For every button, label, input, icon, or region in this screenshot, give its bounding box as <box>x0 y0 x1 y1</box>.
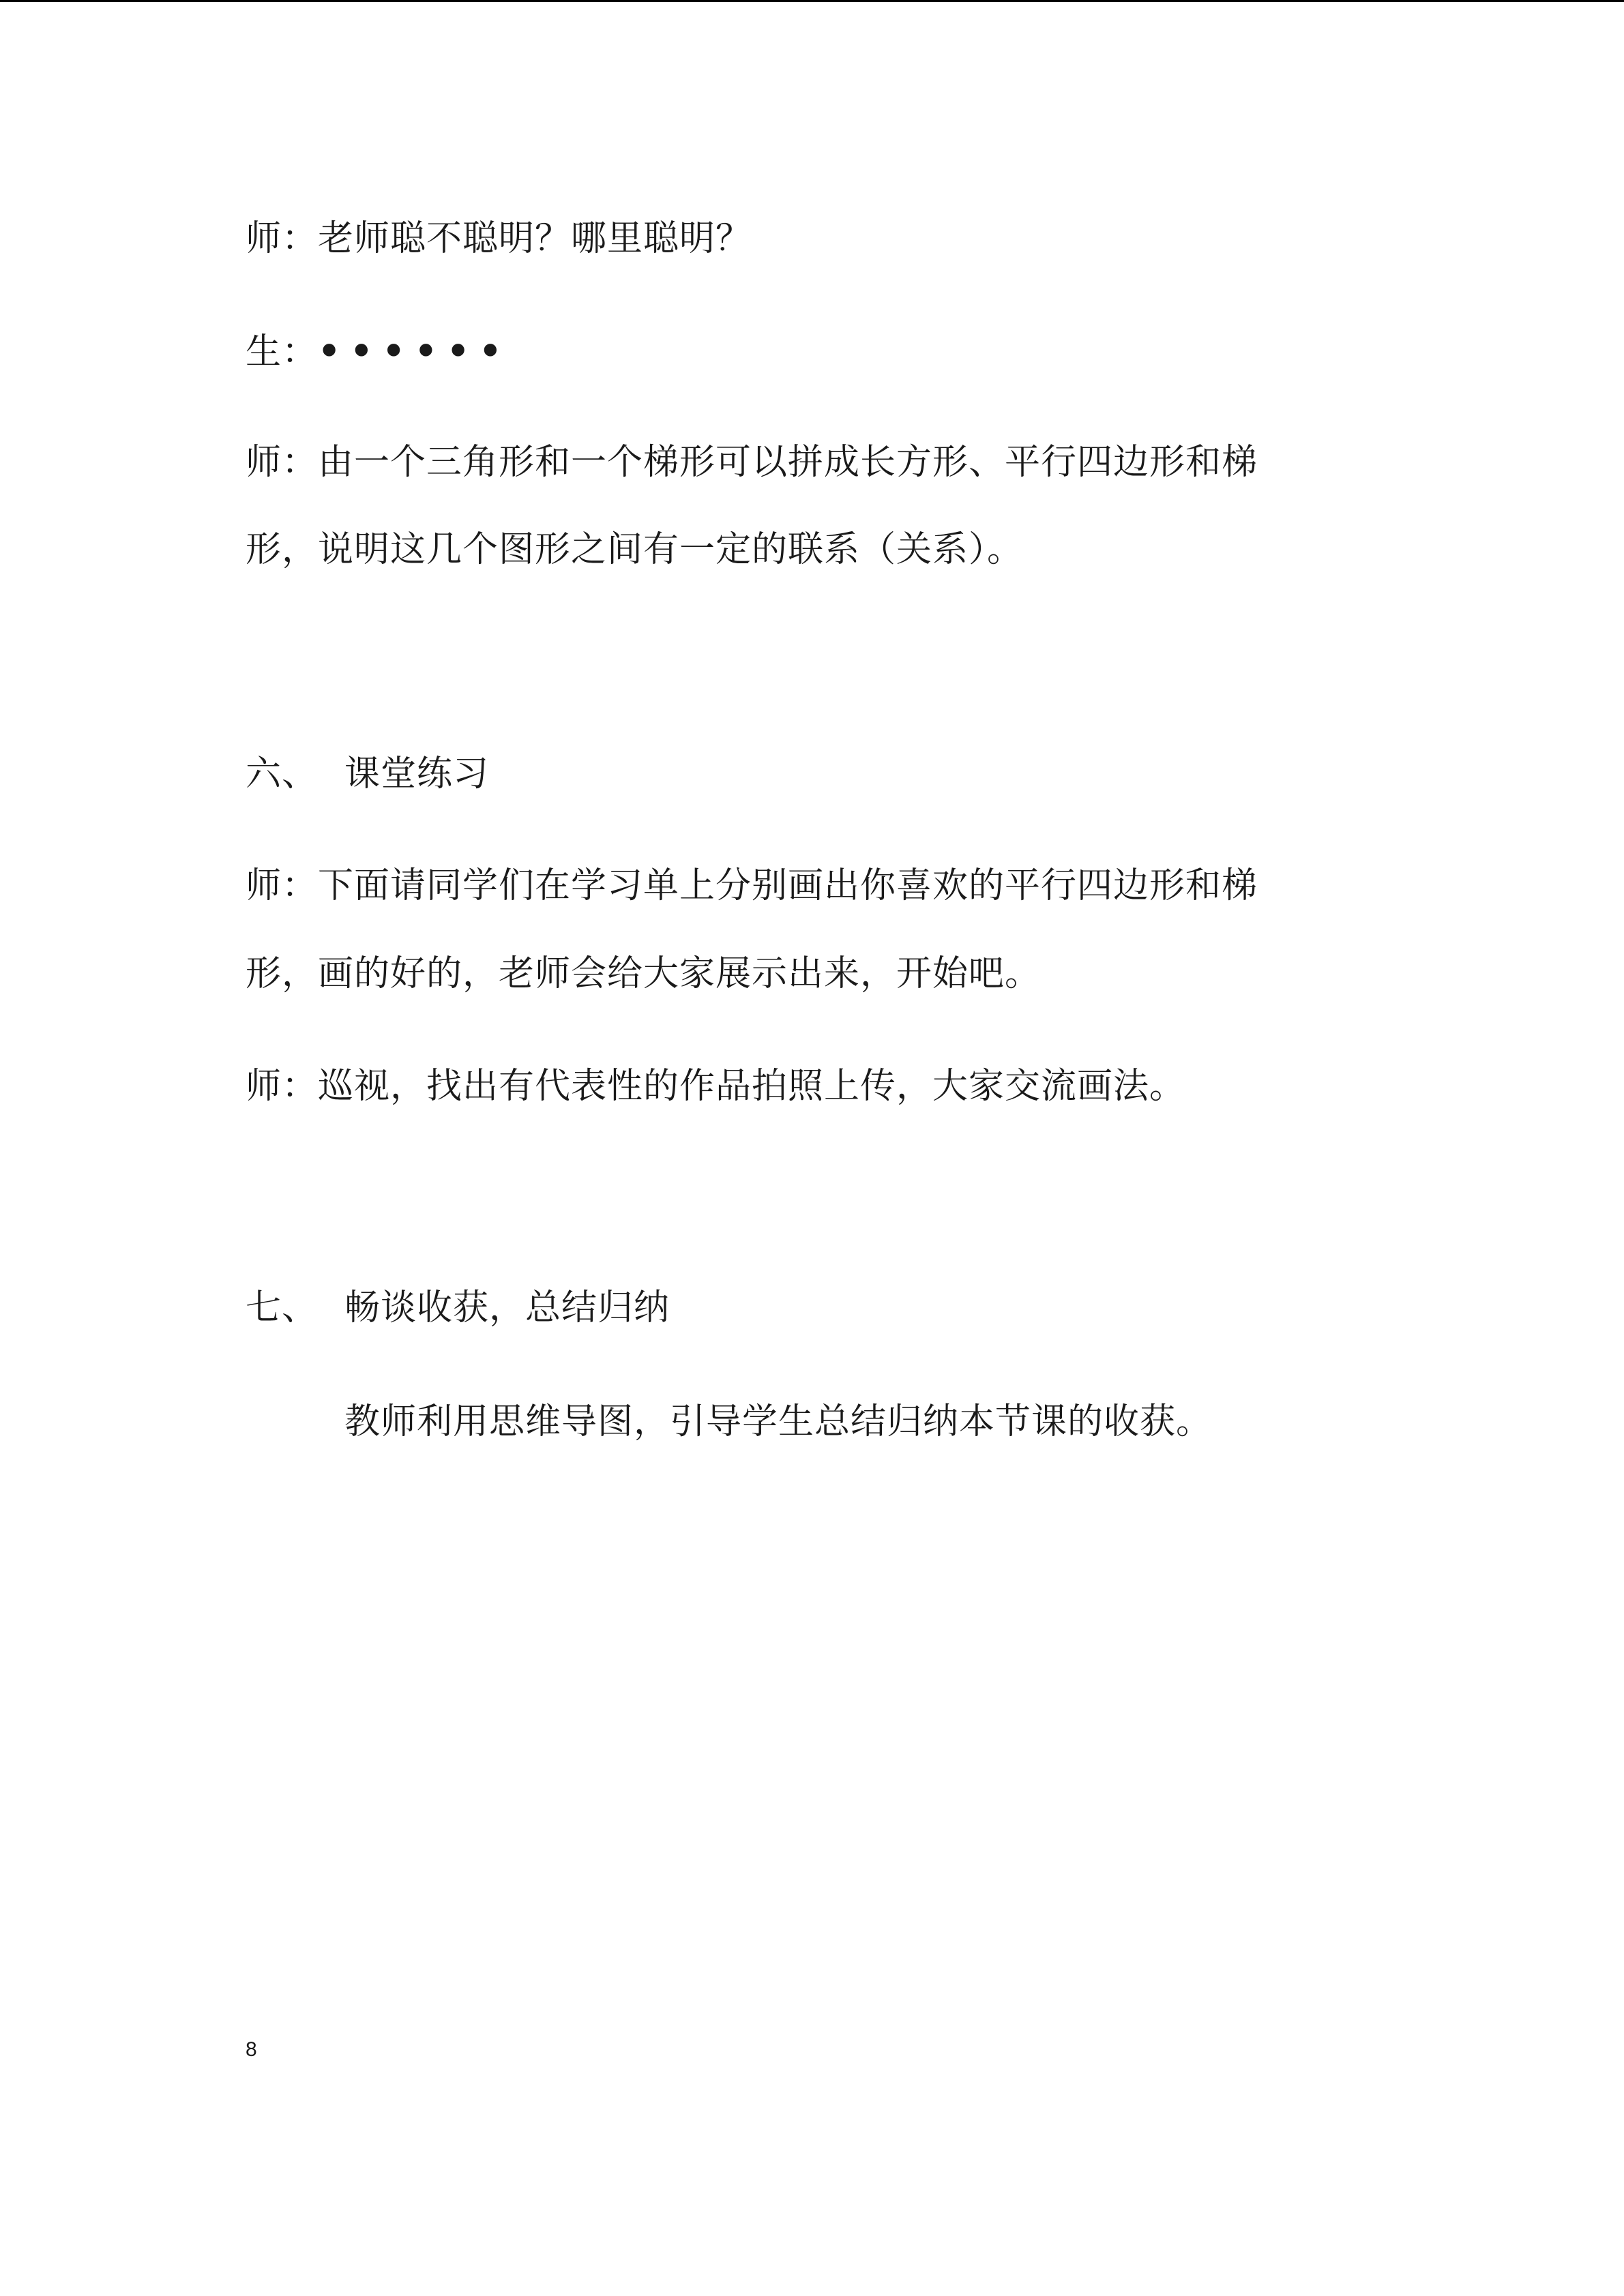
teacher-statement-line-2: 形，说明这几个图形之间有一定的联系（关系）。 <box>246 529 1024 570</box>
section-7-title: 畅谈收获，总结归纳 <box>344 1287 670 1328</box>
teacher-instruction-line-2: 形，画的好的，老师会给大家展示出来，开始吧。 <box>246 953 1042 994</box>
student-speaker-label: 生： <box>246 331 319 372</box>
teacher-instruction-line-1: 师：下面请同学们在学习单上分别画出你喜欢的平行四边形和梯 <box>246 865 1258 906</box>
section-6-number: 六、 <box>246 754 319 794</box>
ellipsis-dots: •••••• <box>318 331 512 372</box>
student-response-line <box>246 330 511 374</box>
summary-paragraph: 教师利用思维导图，引导学生总结归纳本节课的收获。 <box>344 1401 1213 1442</box>
section-6-title: 课堂练习 <box>344 754 490 794</box>
teacher-question-line: 师：老师聪不聪明？哪里聪明？ <box>246 218 752 259</box>
section-heading-7 <box>246 1286 670 1330</box>
section-heading-6 <box>246 752 489 796</box>
page-number: 8 <box>246 2038 257 2061</box>
teacher-patrol-line: 师：巡视，找出有代表性的作品拍照上传，大家交流画法。 <box>246 1066 1186 1107</box>
page-top-border <box>0 0 1624 2</box>
section-7-number: 七、 <box>246 1287 319 1328</box>
teacher-statement-line-1: 师：由一个三角形和一个梯形可以拼成长方形、平行四边形和梯 <box>246 442 1258 483</box>
